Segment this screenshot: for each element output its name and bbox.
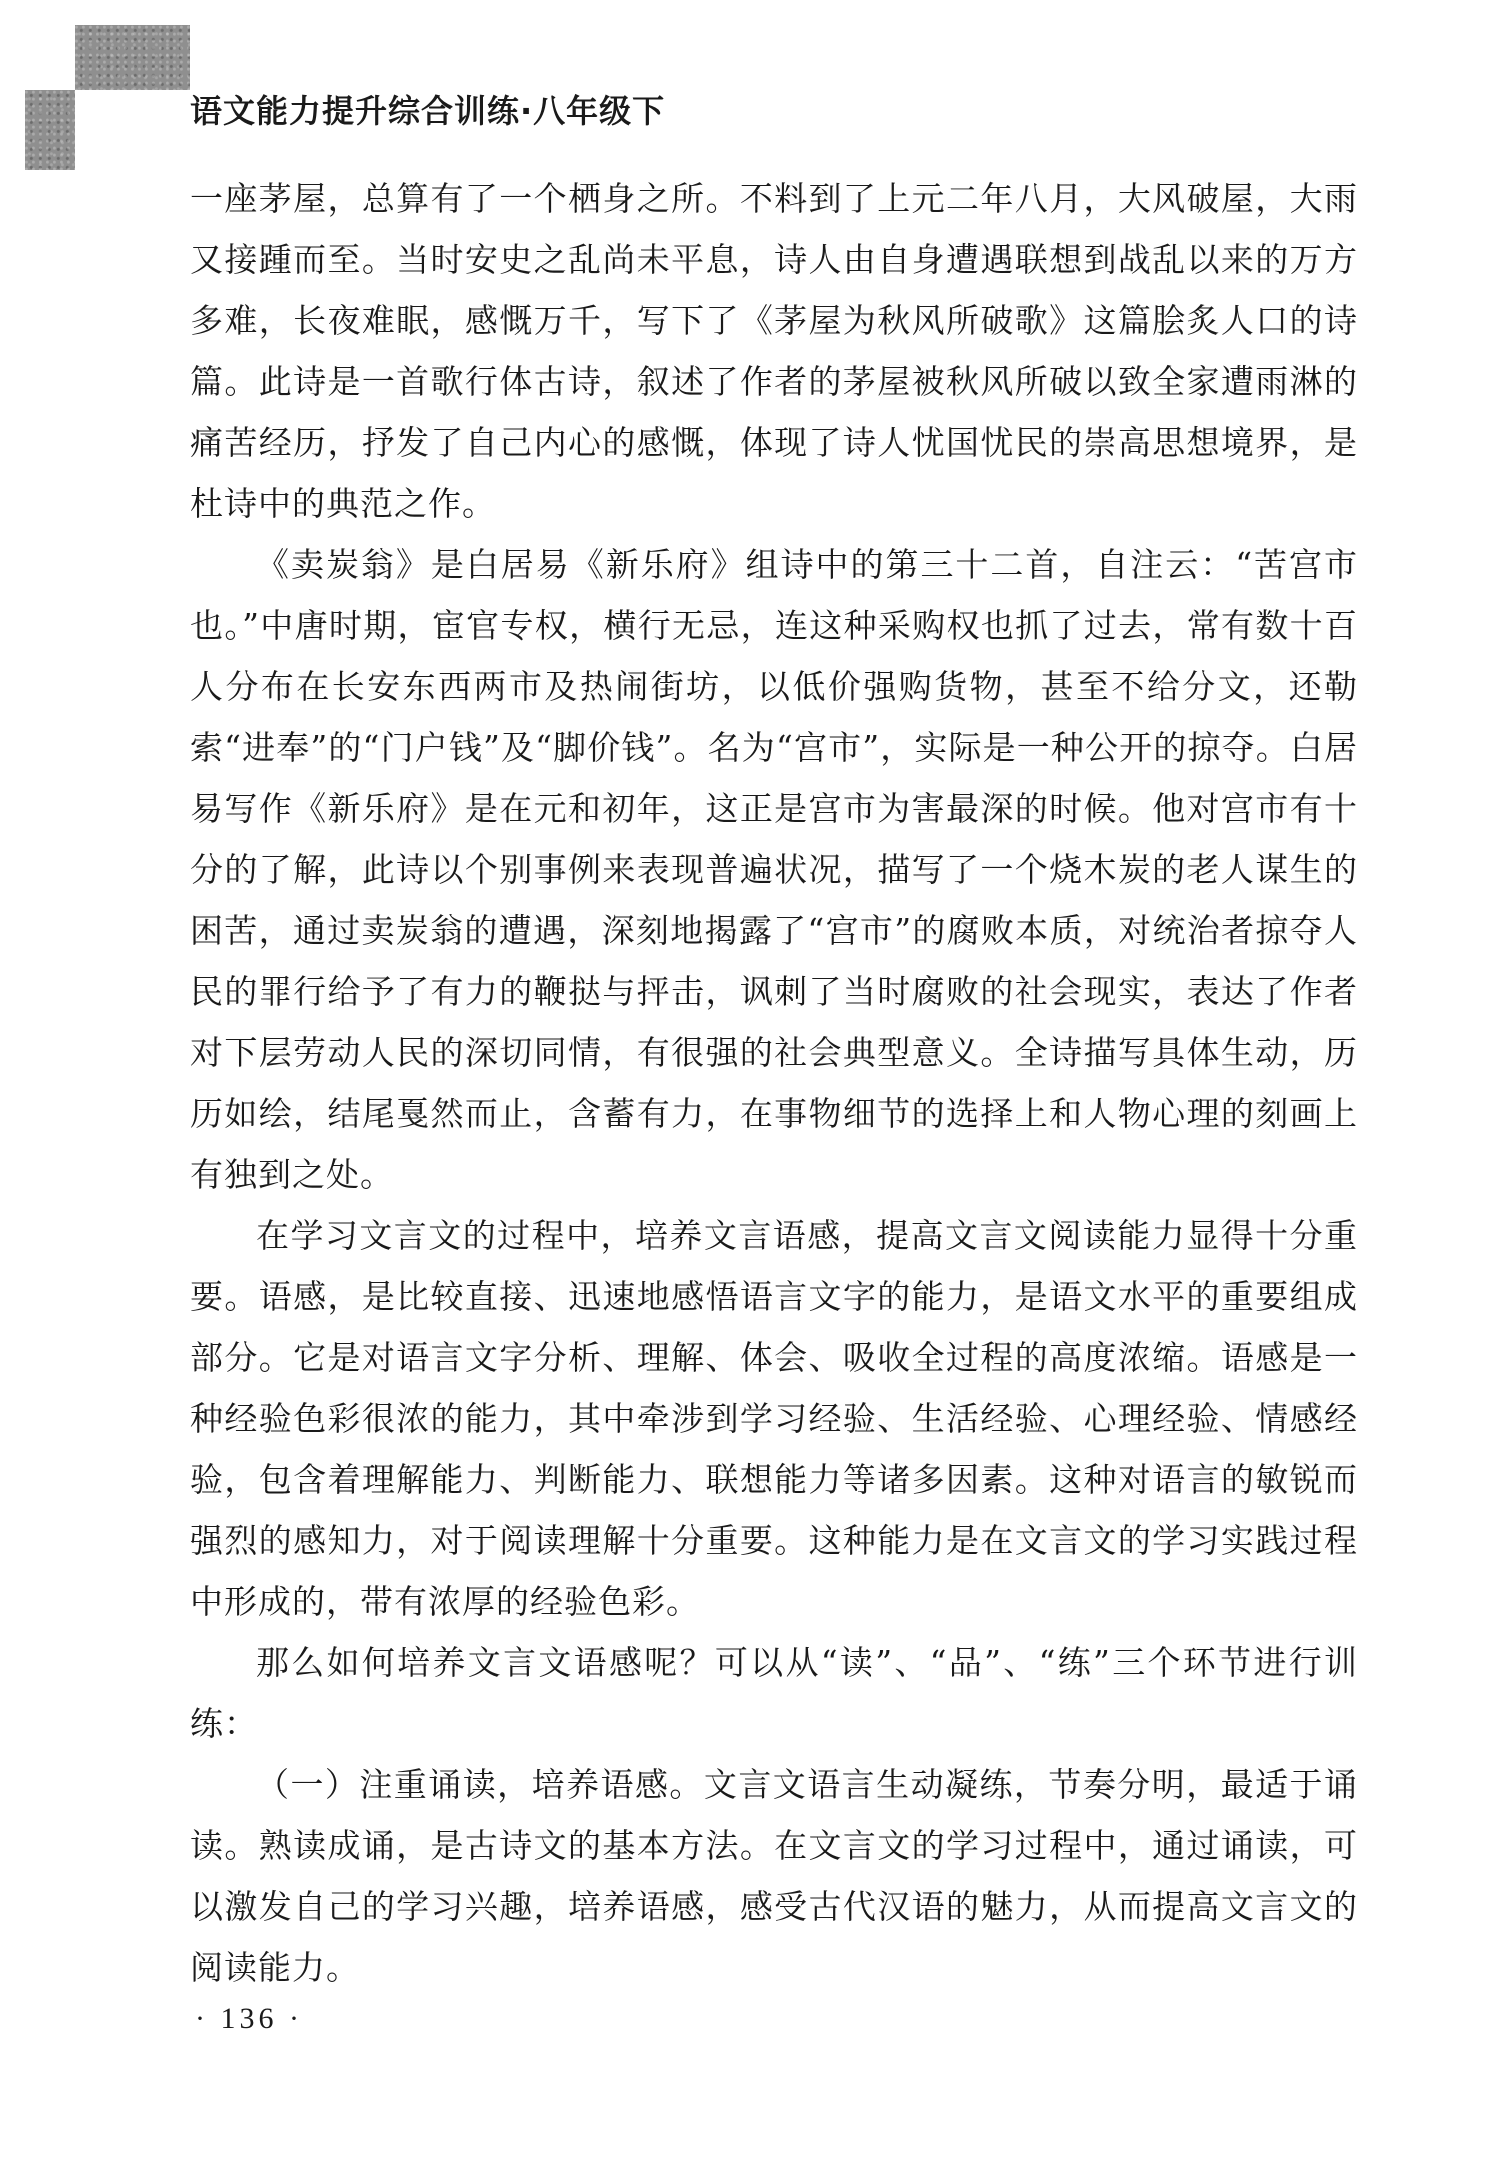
paragraph-yugan: 在学习文言文的过程中，培养文言语感，提高文言文阅读能力显得十分重要。语感，是比较直接、迅速地感悟语言文字的能力，是语文水平的重要组成部分。它是对语言文字分析、理解、体会、吸收全过程的高度浓缩。语感是一种经验色彩很浓的能力，其中牵涉到学习经验、生活经验、心理经验、情感经验，包含着理解能力、判断能力、联想能力等诸多因素。这种对语言的敏锐而强烈的感知力，对于阅读理解十分重要。这种能力是在文言文的学习实践过程中形成的，带有浓厚的经验色彩。 [190, 1216, 1358, 1621]
corner-decoration-left [25, 90, 75, 170]
paragraph-how-to-train: 那么如何培养文言文语感呢？可以从“读”、“品”、“练”三个环节进行训练： [190, 1643, 1358, 1743]
corner-decoration-top [75, 25, 190, 90]
paragraph-maitanweng: 《卖炭翁》是白居易《新乐府》组诗中的第三十二首，自注云：“苦宫市也。”中唐时期，宦官专权，横行无忌，连这种采购权也抓了过去，常有数十百人分布在长安东西两市及热闹街坊，以低价强购货物，甚至不给分文，还勒索“进奉”的“门户钱”及“脚价钱”。名为“宫市”，实际是一种公开的掠夺。白居易写作《新乐府》是在元和初年，这正是宫市为害最深的时候。他对宫市有十分的了解，此诗以个别事例来表现普遍状况，描写了一个烧木炭的老人谋生的困苦，通过卖炭翁的遭遇，深刻地揭露了“宫市”的腐败本质，对统治者掠夺人民的罪行给予了有力的鞭挞与抨击，讽刺了当时腐败的社会现实，表达了作者对下层劳动人民的深切同情，有很强的社会典型意义。全诗描写具体生动，历历如绘，结尾戛然而止，含蓄有力，在事物细节的选择上和人物心理的刻画上有独到之处。 [190, 545, 1358, 1194]
running-head: 语文能力提升综合训练·八年级下 [190, 92, 666, 130]
body-text [190, 168, 1358, 1998]
page-number: · 136 · [195, 2002, 303, 2035]
paragraph-recitation: （一）注重诵读，培养语感。文言文语言生动凝练，节奏分明，最适于诵读。熟读成诵，是古诗文的基本方法。在文言文的学习过程中，通过诵读，可以激发自己的学习兴趣，培养语感，感受古代汉语的魅力，从而提高文言文的阅读能力。 [190, 1765, 1358, 1987]
paragraph-continued: 一座茅屋，总算有了一个栖身之所。不料到了上元二年八月，大风破屋，大雨又接踵而至。当时安史之乱尚未平息，诗人由自身遭遇联想到战乱以来的万方多难，长夜难眠，感慨万千，写下了《茅屋为秋风所破歌》这篇脍炙人口的诗篇。此诗是一首歌行体古诗，叙述了作者的茅屋被秋风所破以致全家遭雨淋的痛苦经历，抒发了自己内心的感慨，体现了诗人忧国忧民的崇高思想境界，是杜诗中的典范之作。 [190, 179, 1358, 523]
